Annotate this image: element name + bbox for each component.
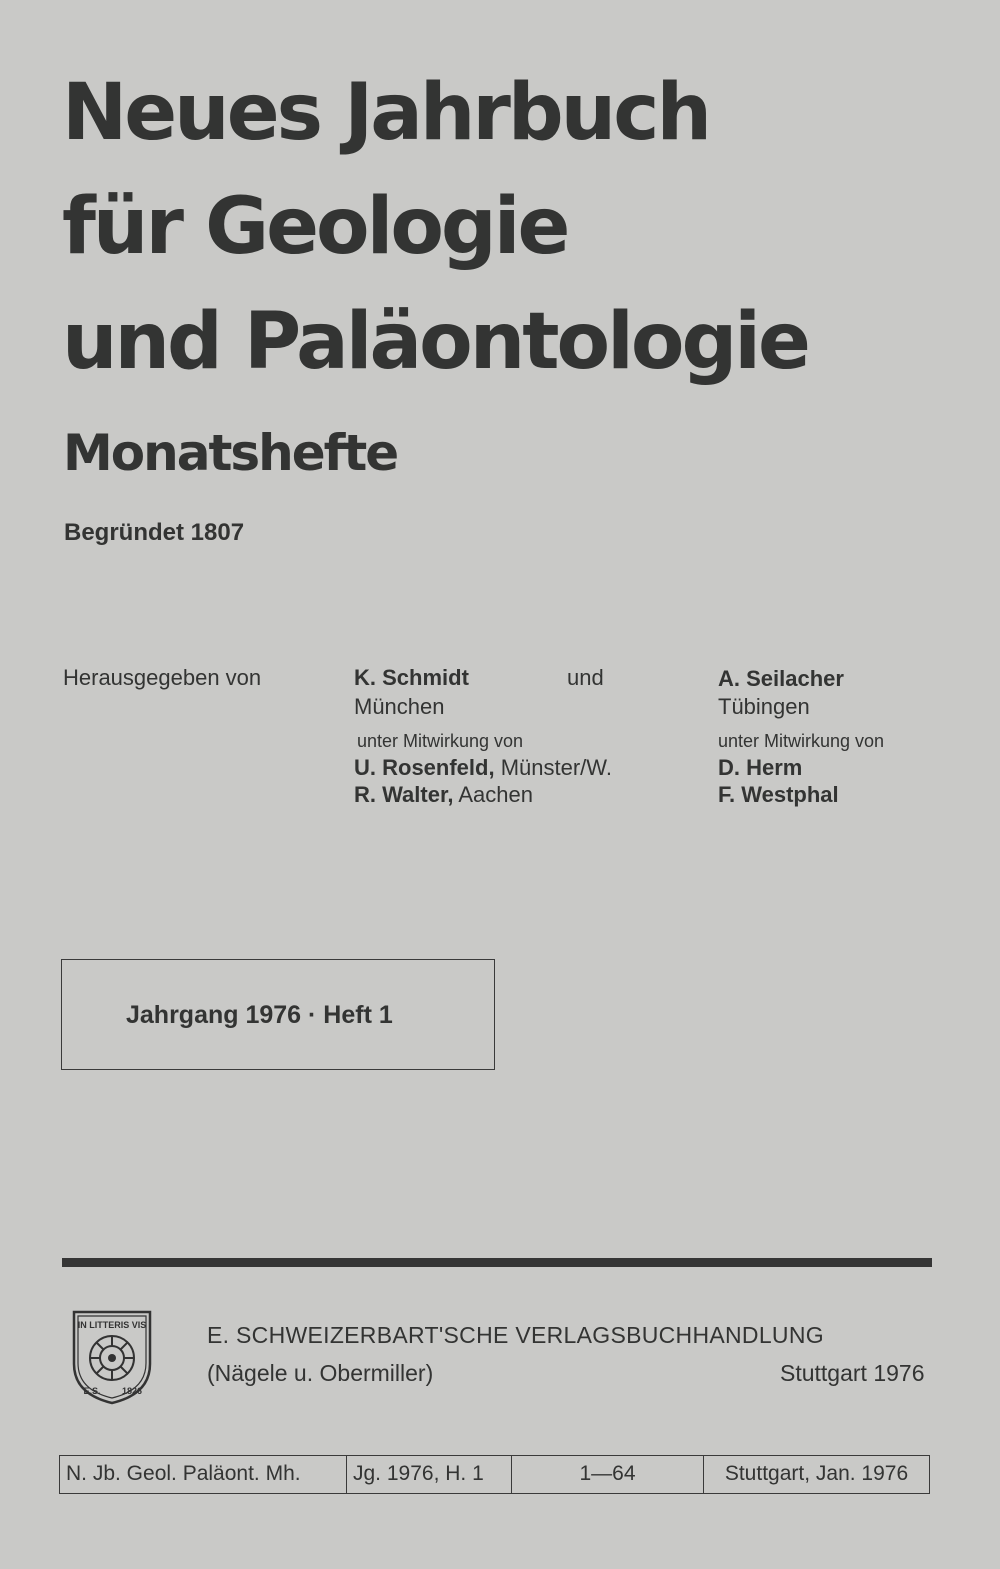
publisher-place-year: Stuttgart 1976	[780, 1360, 925, 1386]
citation-pages: 1—64	[512, 1456, 704, 1493]
issue-box	[61, 959, 495, 1070]
publisher-seal-icon	[66, 1306, 158, 1406]
seal-top-text: IN LITTERIS VIS	[77, 1320, 147, 1330]
editors-conjunction: und	[567, 665, 604, 690]
editor-right-collab-label: unter Mitwirkung von	[718, 731, 885, 751]
citation-volume: Jg. 1976, H. 1	[347, 1456, 512, 1493]
publisher-owners: (Nägele u. Obermiller)	[207, 1360, 434, 1386]
editor-right-name: A. Seilacher	[718, 666, 844, 691]
collaborator-right-2: F. Westphal	[718, 782, 839, 807]
citation-place-date: Stuttgart, Jan. 1976	[724, 1462, 909, 1485]
collaborator-left-2-name: R. Walter,	[354, 782, 454, 807]
editor-left-city: München	[354, 694, 445, 719]
subtitle: Monatshefte	[63, 424, 398, 482]
seal-initials: E.S.	[83, 1386, 101, 1396]
citation-strip	[59, 1455, 930, 1494]
issue-label: Jahrgang 1976 · Heft 1	[126, 1001, 393, 1029]
collaborator-left-1	[354, 757, 612, 779]
divider-rule	[62, 1258, 932, 1267]
collaborator-left-2	[354, 784, 533, 806]
founded-year: Begründet 1807	[64, 519, 245, 546]
collaborator-right-1: D. Herm	[718, 755, 803, 780]
title-line-1: Neues Jahrbuch	[62, 68, 709, 158]
editors-intro: Herausgegeben von	[63, 665, 262, 690]
collaborator-left-1-city: Münster/W.	[500, 755, 612, 780]
title-line-3: und Paläontologie	[62, 297, 808, 387]
citation-journal: N. Jb. Geol. Paläont. Mh.	[60, 1456, 347, 1493]
editor-right-city: Tübingen	[718, 694, 810, 719]
title-line-2: für Geologie	[62, 182, 568, 272]
editor-left-collab-label: unter Mitwirkung von	[357, 731, 524, 751]
editor-left-name: K. Schmidt	[354, 665, 469, 690]
collaborator-left-2-city: Aachen	[458, 782, 533, 807]
seal-year: 1826	[121, 1386, 143, 1396]
publisher-name: E. SCHWEIZERBART'SCHE VERLAGSBUCHHANDLUNG	[207, 1322, 824, 1348]
collaborator-left-1-name: U. Rosenfeld,	[354, 755, 495, 780]
